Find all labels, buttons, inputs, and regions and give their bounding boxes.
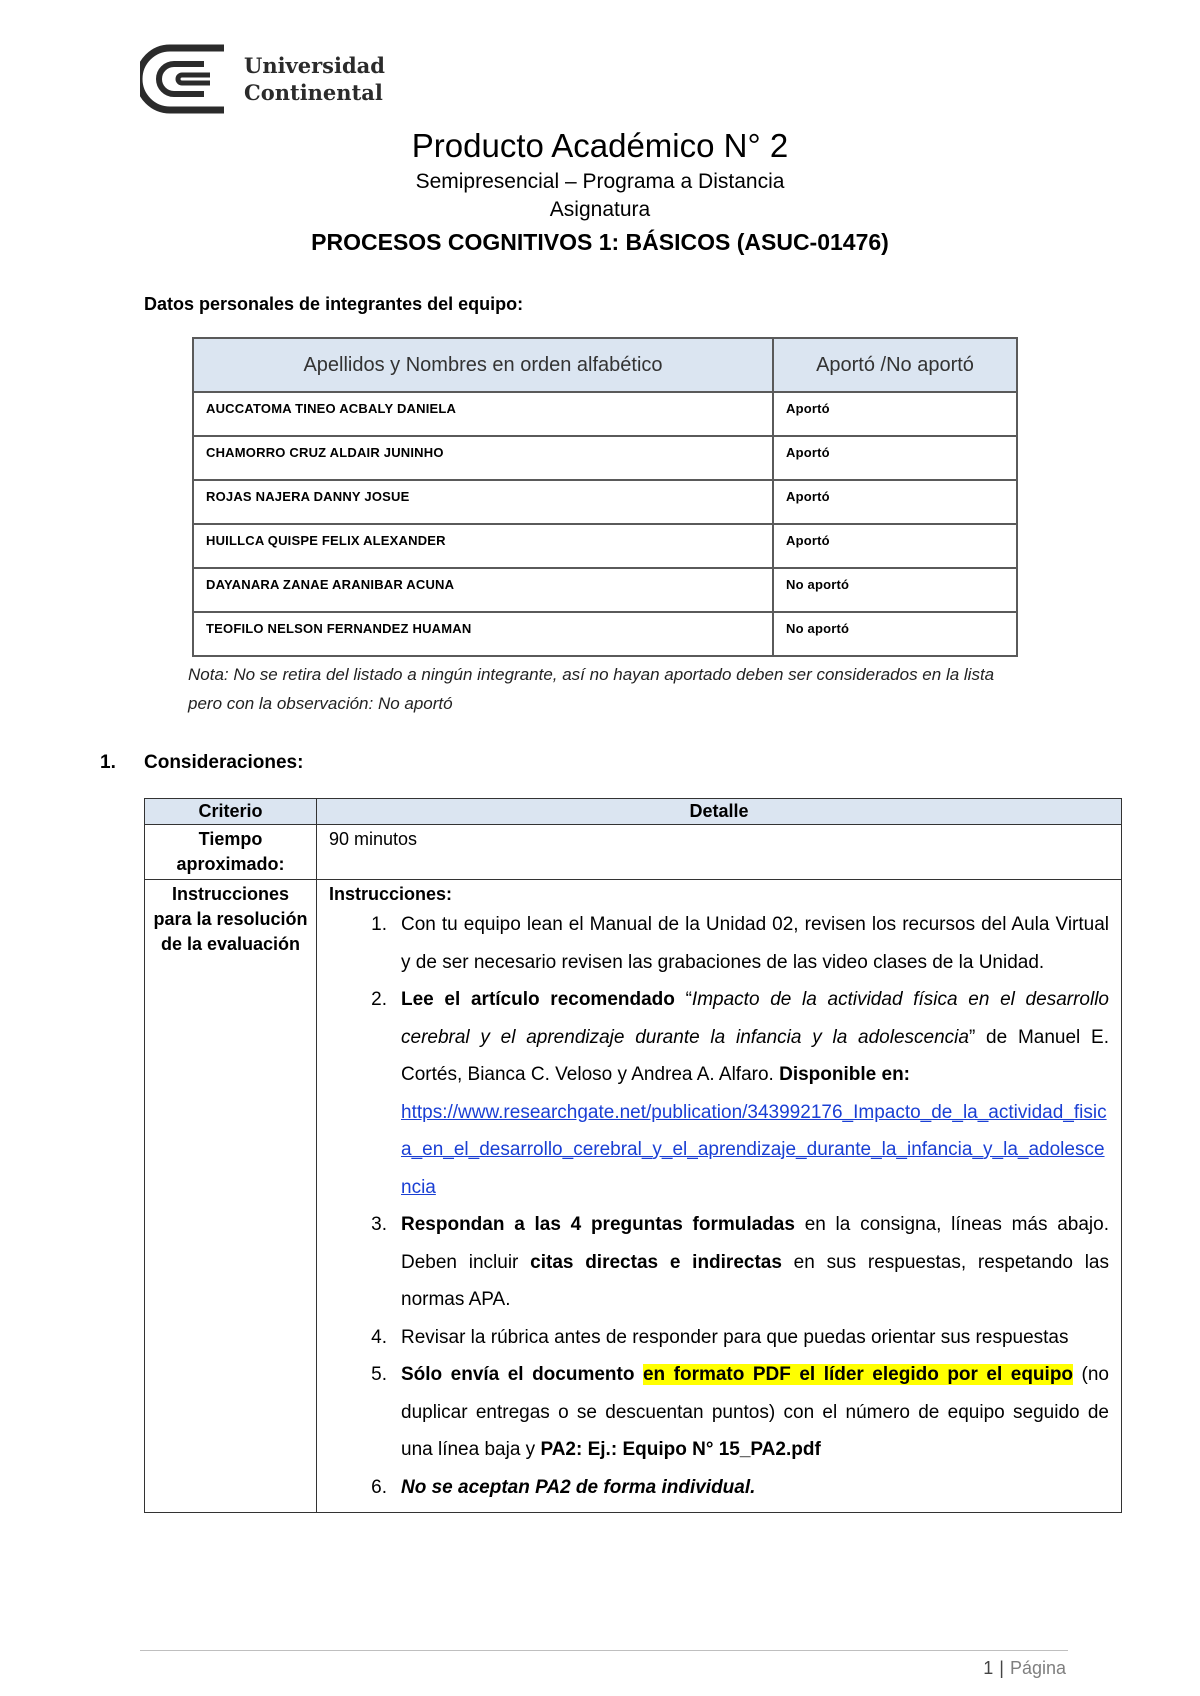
section-number: 1. [100,752,116,773]
list-item [329,981,1109,1094]
footer-divider [140,1650,1068,1651]
member-status: No aportó [773,612,1017,656]
time-label: Tiempo aproximado: [145,825,317,880]
member-name: CHAMORRO CRUZ ALDAIR JUNINHO [193,436,773,480]
highlighted-text: en formato PDF el líder elegido por el equipo [642,1364,1074,1385]
instructions-list [329,906,1109,1094]
instructions-heading: Instrucciones: [329,884,453,904]
member-name: ROJAS NAJERA DANNY JOSUE [193,480,773,524]
members-table [192,337,1018,657]
subject-label: Asignatura [549,198,651,221]
logo-line-2: Continental [244,80,383,105]
list-item [329,1356,1109,1469]
step-number: 2. [371,989,387,1010]
step-text-part: en sus respuestas, respetando las normas APA. [401,1251,1109,1310]
step-number: 5. [371,1364,387,1385]
university-logo [140,44,385,114]
step-number: 1. [371,914,387,935]
page-number: 1 [983,1658,994,1678]
section-title [100,752,303,774]
member-status: No aportó [773,568,1017,612]
list-item [329,1206,1109,1319]
step-text-part: (no duplicar entregas o se descuentan puntos) con el número de equipo seguido de una línea baja y [401,1364,1109,1460]
table-row [193,436,1017,480]
step-text [401,981,1109,1094]
quote-open: “ [674,989,692,1010]
page-label: Página [1009,1658,1066,1678]
header-status: Aportó /No aportó [773,338,1017,392]
table-row [193,392,1017,436]
member-name: TEOFILO NELSON FERNANDEZ HUAMAN [193,612,773,656]
step-bold: citas directas e indirectas [530,1251,782,1273]
table-row [193,480,1017,524]
member-status: Aportó [773,480,1017,524]
header-criterio: Criterio [145,799,317,825]
article-link[interactable]: https://www.researchgate.net/publication/343992176_Impacto_de_la_actividad_fisica_en_el_desarrollo_cerebral_y_el_aprendizaje_durante_la_infancia_y_la_adolescencia [401,1101,1107,1198]
article-authors: ” de Manuel E. Cortés, Bianca C. Veloso y Andrea A. Alfaro. [401,1026,1109,1085]
member-name: HUILLCA QUISPE FELIX ALEXANDER [193,524,773,568]
step-number: 6. [371,1476,387,1498]
page-footer [983,1658,1066,1679]
title-block [0,126,1200,258]
members-label: Datos personales de integrantes del equipo: [144,294,524,314]
member-name: DAYANARA ZANAE ARANIBAR ACUNA [193,568,773,612]
step-bold: Respondan a las 4 preguntas formuladas [401,1214,795,1235]
criteria-table [144,798,1122,1513]
step-bold: Sólo envía el documento [401,1364,643,1385]
member-name: AUCCATOMA TINEO ACBALY DANIELA [193,392,773,436]
step-number: 3. [371,1214,387,1235]
time-value: 90 minutos [317,825,1122,880]
step-text [401,1206,1109,1319]
step-text [401,1356,1109,1469]
step-text: Revisar la rúbrica antes de responder para que puedas orientar sus respuestas [401,1326,1069,1348]
criteria-header-row [145,799,1122,825]
modality: Semipresencial – Programa a Distancia [415,170,785,193]
section-title-text: Consideraciones: [144,752,304,773]
instructions-row [145,880,1122,1513]
step-text: Con tu equipo lean el Manual de la Unidad 02, revisen los recursos del Aula Virtual y de ser necesario revisen las grabaciones de las video clases de la Unidad. [401,914,1109,973]
member-status: Aportó [773,392,1017,436]
table-row [193,612,1017,656]
article-title: Impacto de la actividad física en el desarrollo cerebral y el aprendizaje durante la infancia y la adolescencia [401,989,1109,1048]
step-text: No se aceptan PA2 de forma individual. [401,1476,756,1498]
logo-line-1: Universidad [244,53,385,78]
available-label: Disponible en: [773,1064,911,1085]
table-row [193,568,1017,612]
logo-text [244,52,385,106]
members-note: Nota: No se retira del listado a ningún integrante, así no hayan aportado deben ser considerados en la lista pero con la observación: No aportó [188,665,995,713]
step-number: 4. [371,1326,387,1348]
list-item [329,1319,1109,1357]
header-detalle: Detalle [317,799,1122,825]
instructions-list-continued [329,1206,1109,1506]
list-item [329,1469,1109,1507]
continental-c-logo-icon [140,44,230,114]
header-names: Apellidos y Nombres en orden alfabético [193,338,773,392]
member-status: Aportó [773,436,1017,480]
members-header-row [193,338,1017,392]
instructions-cell [317,880,1122,1513]
step-bold: PA2: Ej.: Equipo N° 15_PA2.pdf [540,1439,821,1460]
instructions-label: Instrucciones para la resolución de la evaluación [145,880,317,1513]
member-status: Aportó [773,524,1017,568]
step-text-part: en la consigna, líneas más abajo. Deben incluir [401,1214,1109,1273]
time-row [145,825,1122,880]
step-bold: Lee el artículo recomendado [401,989,675,1010]
document-title: Producto Académico N° 2 [411,127,789,164]
footer-separator: | [999,1658,1004,1678]
table-row [193,524,1017,568]
list-item [329,906,1109,981]
course-name: PROCESOS COGNITIVOS 1: BÁSICOS (ASUC-01476) [311,229,889,255]
